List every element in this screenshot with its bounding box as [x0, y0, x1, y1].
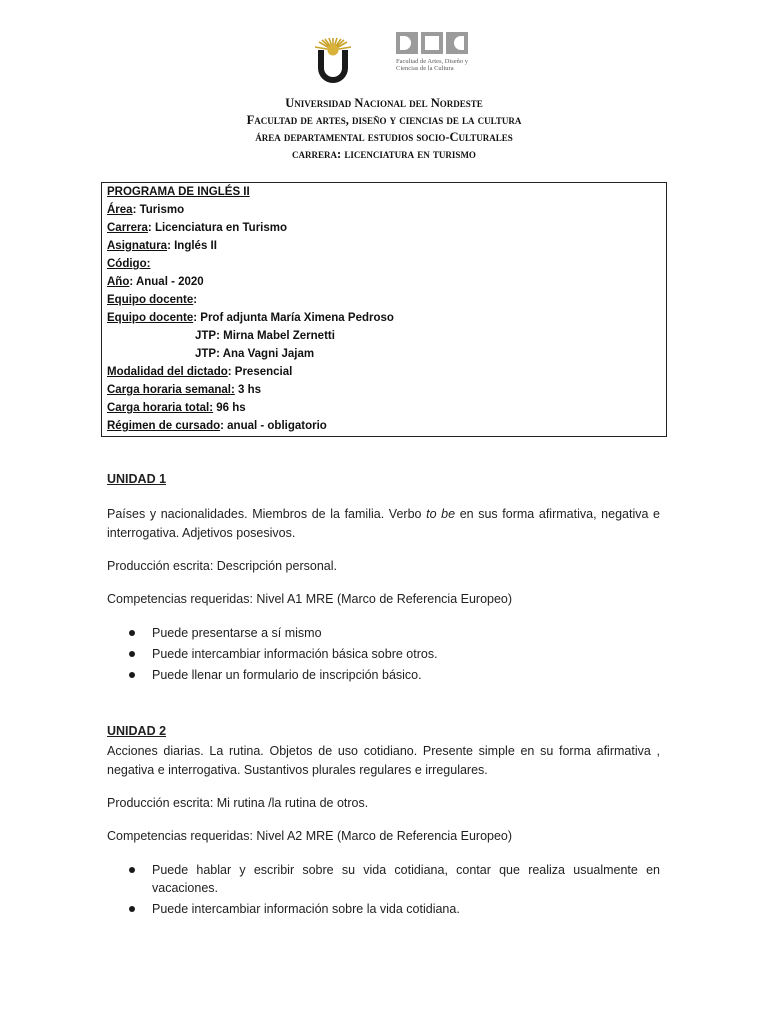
department-name: área departamental estudios socio-Culturales	[255, 130, 513, 144]
program-title: PROGRAMA DE INGLÉS II	[107, 186, 250, 198]
unne-logo	[310, 36, 356, 88]
info-row-anio: Año: Anual - 2020	[107, 276, 204, 288]
bullet-icon	[129, 651, 135, 657]
career-name: carrera: licenciatura en turismo	[292, 147, 476, 161]
info-row-jtp-1: JTP: Mirna Mabel Zernetti	[195, 330, 335, 342]
unit-2-title: UNIDAD 2	[107, 724, 167, 738]
fadycc-logo	[396, 32, 486, 84]
unit-1-produccion: Producción escrita: Descripción personal.	[107, 559, 337, 573]
list-item: Puede llenar un formulario de inscripción básico.	[129, 666, 660, 684]
program-info-box	[101, 182, 667, 437]
info-row-equipo-2: Equipo docente: Prof adjunta María Ximena Pedroso	[107, 312, 394, 324]
unit-1-content: Países y nacionalidades. Miembros de la familia. Verbo to be en sus forma afirmativa, negativa e interrogativa. Adjetivos posesivos.	[107, 507, 661, 540]
unit-2-produccion: Producción escrita: Mi rutina /la rutina de otros.	[107, 796, 369, 810]
university-name: Universidad Nacional del Nordeste	[285, 96, 483, 110]
list-item: Puede presentarse a sí mismo	[129, 624, 660, 642]
info-row-carga-semanal: Carga horaria semanal: 3 hs	[107, 384, 262, 396]
info-row-codigo: Código:	[107, 258, 151, 270]
info-row-area: Área: Turismo	[107, 204, 185, 216]
bullet-icon	[129, 672, 135, 678]
info-row-carga-total: Carga horaria total: 96 hs	[107, 402, 246, 414]
unit-2-competencias: Competencias requeridas: Nivel A2 MRE (Marco de Referencia Europeo)	[107, 829, 513, 843]
list-item: Puede intercambiar información sobre la vida cotidiana.	[129, 900, 660, 918]
bullet-icon	[129, 867, 135, 873]
bullet-icon	[129, 906, 135, 912]
info-row-modalidad: Modalidad del dictado: Presencial	[107, 366, 293, 378]
unit-1-title: UNIDAD 1	[107, 472, 167, 486]
unit-2-content: Acciones diarias. La rutina. Objetos de uso cotidiano. Presente simple en su forma afirmativa , negativa e interrogativa. Sustantivos plurales regulares e irregulares.	[107, 744, 660, 777]
bullet-icon	[129, 630, 135, 636]
document-header	[0, 95, 768, 163]
info-row-equipo-1: Equipo docente:	[107, 294, 198, 306]
unit-1-competencias: Competencias requeridas: Nivel A1 MRE (Marco de Referencia Europeo)	[107, 592, 513, 606]
list-item: Puede hablar y escribir sobre su vida cotidiana, contar que realiza usualmente en vacaciones.	[129, 861, 660, 897]
fadycc-caption: Facultad de Artes, Diseño y Ciencias de la Cultura	[396, 58, 469, 72]
info-row-regimen: Régimen de cursado: anual - obligatorio	[107, 420, 327, 432]
faculty-name: Facultad de artes, diseño y ciencias de la cultura	[246, 113, 522, 127]
fadycc-boxes-icon	[396, 32, 486, 54]
list-item: Puede intercambiar información básica sobre otros.	[129, 645, 660, 663]
info-row-carrera: Carrera: Licenciatura en Turismo	[107, 222, 288, 234]
unit-2-bullet-list	[129, 861, 660, 921]
info-row-asignatura: Asignatura: Inglés II	[107, 240, 217, 252]
info-row-jtp-2: JTP: Ana Vagni Jajam	[195, 348, 315, 360]
unit-1-bullet-list	[129, 624, 660, 687]
